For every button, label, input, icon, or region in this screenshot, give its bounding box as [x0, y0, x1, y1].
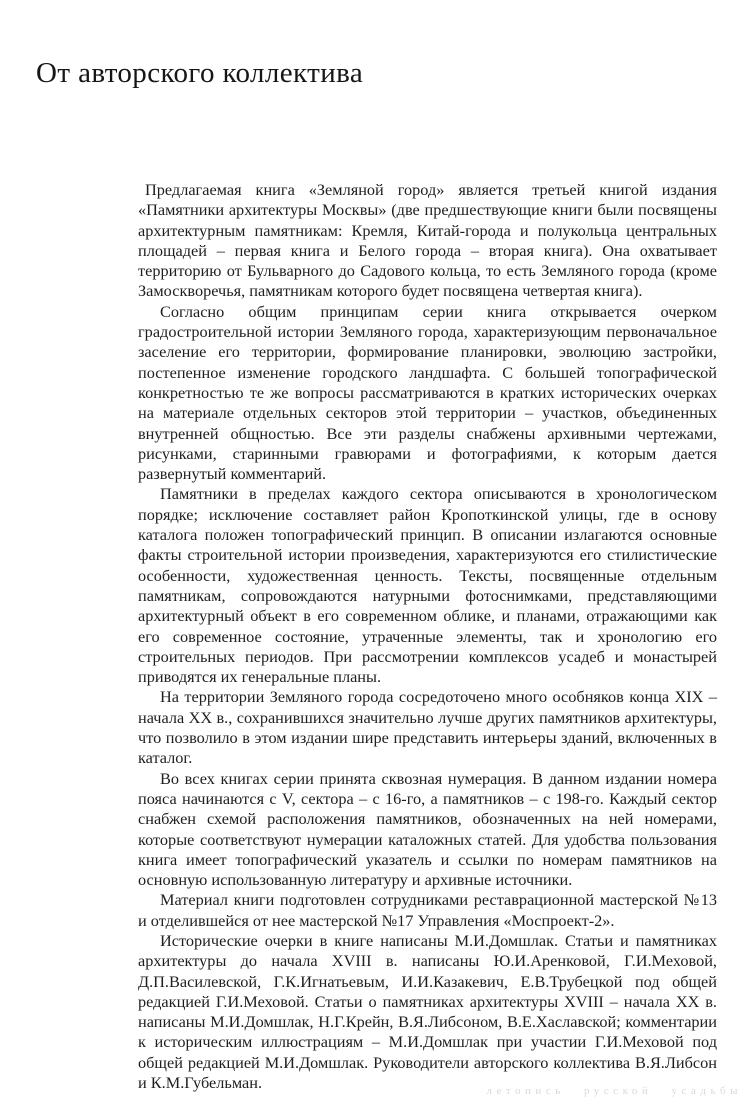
paragraph: Памятники в пределах каждого сектора описываются в хронологическом порядке; исключение составляет район Кропоткинской улицы, где в основу каталога положен топографический принцип. В описании излагаются основные факты строительной истории произведения, характеризуются его стилистические особенности, художественная ценность. Тексты, посвященные отдельным памятникам, сопровождаются натурными фотоснимками, представляющими архитектурный объект в его современном облике, и планами, отражающими как его современное состояние, утраченные элементы, так и хронологию его строительных периодов. При рассмотрении комплексов усадеб и монастырей приводятся их генеральные планы.: [138, 484, 717, 687]
paragraph: На территории Земляного города сосредоточено много особняков конца XIX – начала XX в., сохранившихся значительно лучше других памятников архитектуры, что позволило в этом издании шире представить интерьеры зданий, включенных в каталог.: [138, 687, 717, 768]
paragraph: Во всех книгах серии принята сквозная нумерация. В данном издании номера пояса начинаются с V, сектора – с 16-го, а памятников – с 198-го. Каждый сектор снабжен схемой расположения памятников, обозначенных на ней номерами, которые соответствуют нумерации каталожных статей. Для удобства пользования книга имеет топографический указатель и ссылки по номерам памятников на основную использованную литературу и архивные источники.: [138, 768, 717, 890]
watermark: летопись русской усадьбы: [486, 1085, 742, 1097]
paragraph: Предлагаемая книга «Земляной город» является третьей книгой издания «Памятники архитектуры Москвы» (две предшествующие книги были посвящены архитектурным памятникам: Кремля, Китай-города и полукольца центральных площадей – первая книга и Белого города – вторая книга). Она охватывает территорию от Бульварного до Садового кольца, то есть Земляного города (кроме Замоскворечья, памятникам которого будет посвящена четвертая книга).: [138, 180, 717, 301]
paragraph: Материал книги подготовлен сотрудниками реставрационной мастерской №13 и отделившейся от нее мастерской №17 Управления «Моспроект-2».: [138, 890, 717, 930]
paragraph: Исторические очерки в книге написаны М.И.Домшлак. Статьи и памятниках архитектуры до начала XVIII в. написаны Ю.И.Аренковой, Г.И.Меховой, Д.П.Василевской, Г.К.Игнатьевым, И.И.Казакевич, Е.В.Трубецкой под общей редакцией Г.И.Меховой. Статьи о памятниках архитектуры XVIII – начала XX в. написаны М.И.Домшлак, Н.Г.Крейн, В.Я.Либсоном, В.Е.Хаславской; комментарии к историческим иллюстрациям – М.И.Домшлак при участии Г.И.Меховой под общей редакцией М.И.Домшлак. Руководители авторского коллектива В.Я.Либсон и К.М.Губельман.: [138, 930, 717, 1093]
page-title: От авторского коллектива: [36, 57, 364, 90]
body-text-column: [138, 180, 717, 1093]
paragraph: Согласно общим принципам серии книга открывается очерком градостроительной истории Земляного города, характеризующим первоначальное заселение его территории, формирование планировки, эволюцию застройки, постепенное изменение городского ландшафта. С большей топографической конкретностью те же вопросы рассматриваются в кратких исторических очерках на материале отдельных секторов этой территории – участков, объединенных внутренней общностью. Все эти разделы снабжены архивными чертежами, рисунками, старинными гравюрами и фотографиями, к которым дается развернутый комментарий.: [138, 301, 717, 484]
